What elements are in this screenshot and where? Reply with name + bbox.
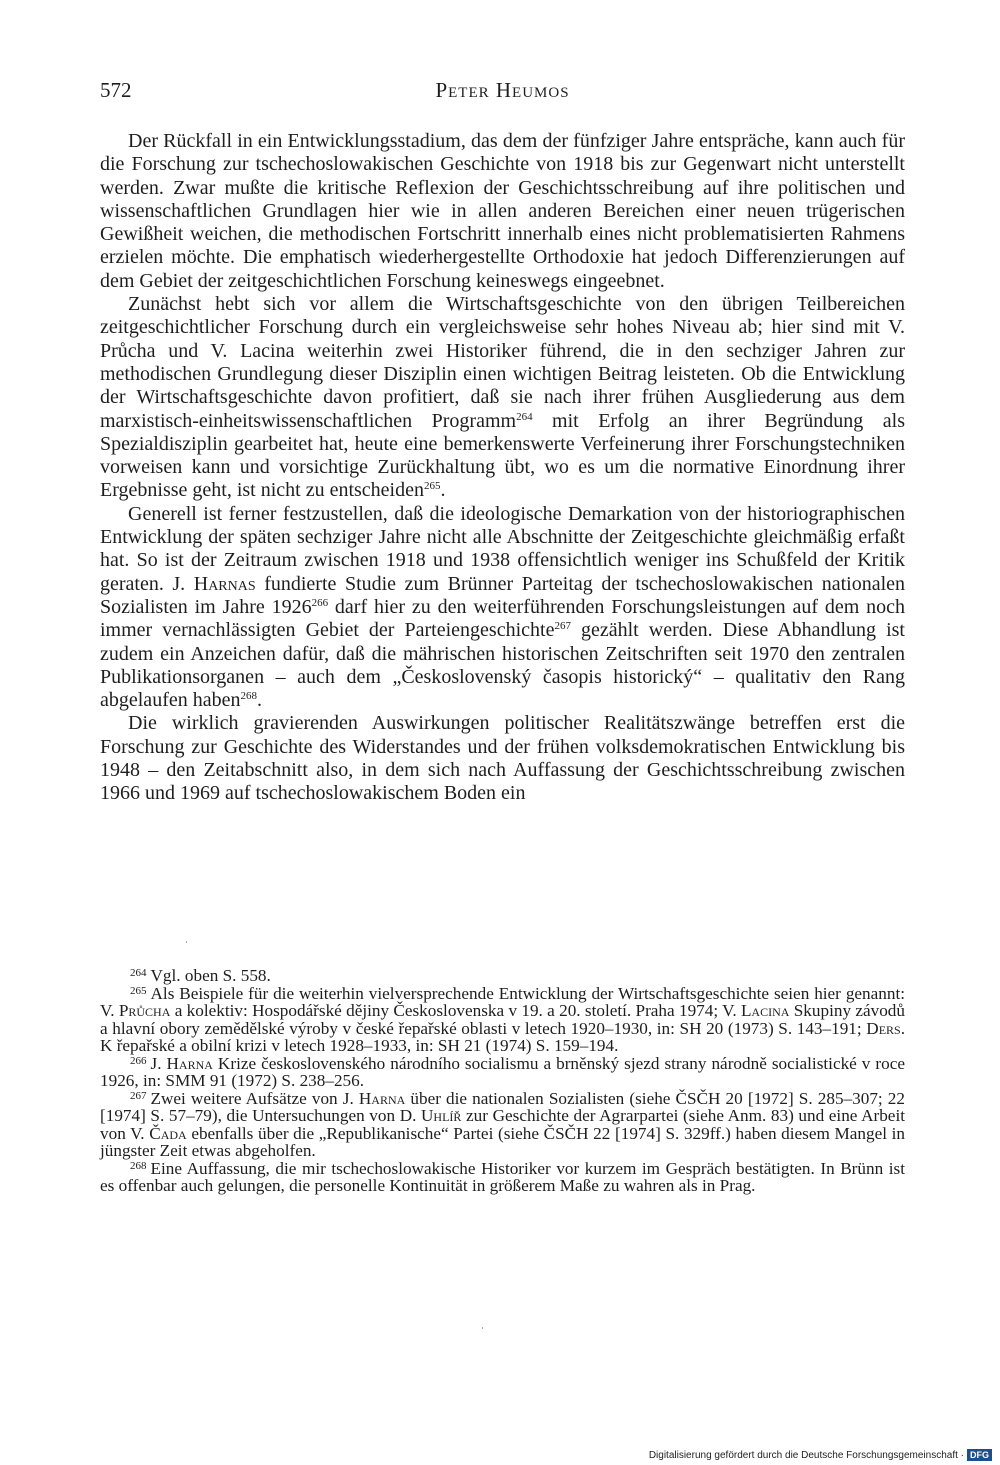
footnote-number: 264 [130,967,147,979]
footnote-text: Eine Auffassung, die mir tschechoslowakische Historiker vor kurzem im Gespräch bestätigten. In Brünn ist es offenbar auch gelungen, die personelle Kontinuität in größerem Maße zu wahren als in Prag. [100,1158,905,1195]
paragraph-3 [100,503,905,713]
footnote-text: über die nationalen Sozialisten (siehe ČSČH 20 [1972] S. 285–307; 22 [1974] S. 57–79), die Untersuchungen von D. [100,1088,905,1125]
dfg-notice-text: Digitalisierung gefördert durch die Deutsche Forschungsgemeinschaft · [648,1449,964,1461]
page-number: 572 [100,78,132,102]
footnotes [100,967,905,1195]
footnote-text: Vgl. oben S. 558. [150,966,271,985]
footnote-number: 267 [130,1089,147,1102]
footnote-264 [100,967,905,985]
paragraph-text: darf hier zu den weiterführenden Forschungsleistungen auf dem noch immer vernachlässigten Gebiet der Parteiengeschichte [100,595,905,642]
dfg-logo: DFG [967,1449,992,1461]
footnote-ref-268[interactable]: 268 [240,690,257,703]
footnote-number: 265 [130,984,147,997]
body-text [100,130,905,806]
paragraph-text: . [256,689,262,712]
footnote-text: Zwei weitere Aufsätze von J. [150,1088,359,1108]
author-name: Čada [149,1123,187,1143]
footnote-number: 268 [130,1159,147,1172]
footnote-text: Krize československého národního socialismu a brněnský sjezd strany národně socialistické v roce 1926, in: SMM 91 (1972) S. 238–256. [100,1053,905,1090]
footnote-text: K řepařské a obilní krizi v letech 1928–1933, in: SH 21 (1974) S. 159–194. [100,1036,619,1055]
footnote-text: ebenfalls über die „Republikanische“ Partei (siehe ČSČH 22 [1974] S. 329ff.) haben diesem Mangel in jüngster Zeit etwas abgeholfen. [100,1123,905,1160]
footnote-number: 266 [130,1054,147,1067]
footnote-265 [100,985,905,1055]
running-head [100,78,905,104]
author-name: Uhlíř [421,1106,462,1125]
author-name: Lacina [740,1001,790,1020]
footnote-text: Skupiny závodů a hlavní obory zemědělské výroby v české řepařské oblasti v letech 1920–1930, in: SH 20 (1973) S. 143–191; [100,1001,905,1038]
footnote-ref-265[interactable]: 265 [424,480,441,493]
paragraph-text: Zunächst hebt sich vor allem die Wirtschaftsgeschichte von den übrigen Teilbereichen zeitgeschichtlicher Forschung durch ein vergleichsweise sehr hohes Niveau ab; hier sind mit V. Průcha und V. Lacina weiterhin zwei Historiker führend, die in den sechziger Jahren zur methodischen Grundlegung dieser Disziplin einen wichtigen Beitrag leisteten. Ob die Entwicklung der Wirtschaftsgeschichte davon profitiert, daß sie nach ihrer frühen Ausgliederung aus dem marxistisch-einheitswissenschaftlichen Programm [100,293,905,432]
paragraph-text: Generell ist ferner festzustellen, daß die ideologische Demarkation von der historiographischen Entwicklung der späten sechziger Jahre nicht alle Abschnitte der Zeitgeschichte gleichmäßig erfaßt hat. So ist der Zeitraum zwischen 1918 und 1938 offensichtlich weniger ins Schußfeld der Kritik geraten. J. [100,502,905,595]
running-title: Peter Heumos [435,78,570,102]
author-name: Průcha [118,1001,171,1020]
footnote-text: zur Geschichte der Agrarpartei (siehe Anm. 83) und eine Arbeit von V. [100,1106,905,1143]
author-name: Ders. [866,1018,905,1038]
footnote-268 [100,1160,905,1195]
paragraph-text: gezählt werden. Diese Abhandlung ist zudem ein Anzeichen dafür, daß die mährischen historischen Zeitschriften seit 1970 den zentralen Publikationsorganen – auch dem „Československý časopis historický“ – qualitativ den Rang abgelaufen haben [100,619,905,712]
footnote-text: Als Beispiele für die weiterhin vielversprechende Entwicklung der Wirtschaftsgeschichte seien hier genannt: V. [100,983,905,1020]
paragraph-text: . [440,479,446,502]
footnote-ref-264[interactable]: 264 [516,410,533,423]
paragraph-text: fundierte Studie zum Brünner Parteitag der tschechoslowakischen nationalen Sozialisten im Jahre 1926 [100,572,905,618]
digitization-notice [649,1449,992,1461]
footnote-text: a kolektiv: Hospodářské dějiny Československa v 19. a 20. století. Praha 1974; V. [170,1001,741,1020]
author-name: Harnas [193,572,256,595]
footnote-ref-267[interactable]: 267 [554,620,571,633]
footnote-ref-266[interactable]: 266 [311,596,329,609]
paragraph-4: Die wirklich gravierenden Auswirkungen politischer Realitätszwänge betreffen erst die Forschung zur Geschichte des Widerstandes und der frühen volksdemokratischen Entwicklung bis 1948 – den Zeitabschnitt also, in dem sich nach Auffassung der Geschichtsschreibung zwischen 1966 und 1969 auf tschechoslowakischem Boden ein [100,712,905,805]
paragraph-1: Der Rückfall in ein Entwicklungsstadium, das dem der fünfziger Jahre entspräche, kann auch für die Forschung zur tschechoslowakischen Geschichte von 1918 bis zur Gegenwart nicht unterstellt werden. Zwar mußte die kritische Reflexion der Geschichtsschreibung auf ihre politischen und wissenschaftlichen Grundlagen hier wie in allen anderen Bereichen einer neuen trügerischen Gewißheit weichen, die methodischen Fortschritt innerhalb eines nicht problematisierten Rahmens erzielen möchte. Die emphatisch wiederhergestellte Orthodoxie hat jedoch Differenzierungen auf dem Gebiet der zeitgeschichtlichen Forschung keineswegs eingeebnet. [100,130,905,292]
author-name: Harna [358,1088,406,1108]
footnote-266 [100,1055,905,1090]
paragraph-text: mit Erfolg an ihrer Begründung als Spezialdisziplin gearbeitet hat, heute eine bemerkenswerte Verfeinerung ihrer Forschungstechniken vorweisen kann und vorsichtige Zurückhaltung übt, wo es um die normative Einordnung ihrer Ergebnisse geht, ist nicht zu entscheiden [100,409,905,502]
footnote-text: J. [150,1053,167,1073]
scan-mark [482,1327,483,1329]
author-name: Harna [166,1053,213,1073]
paragraph-2 [100,293,905,503]
footnote-267 [100,1090,905,1160]
scan-mark [186,941,187,943]
